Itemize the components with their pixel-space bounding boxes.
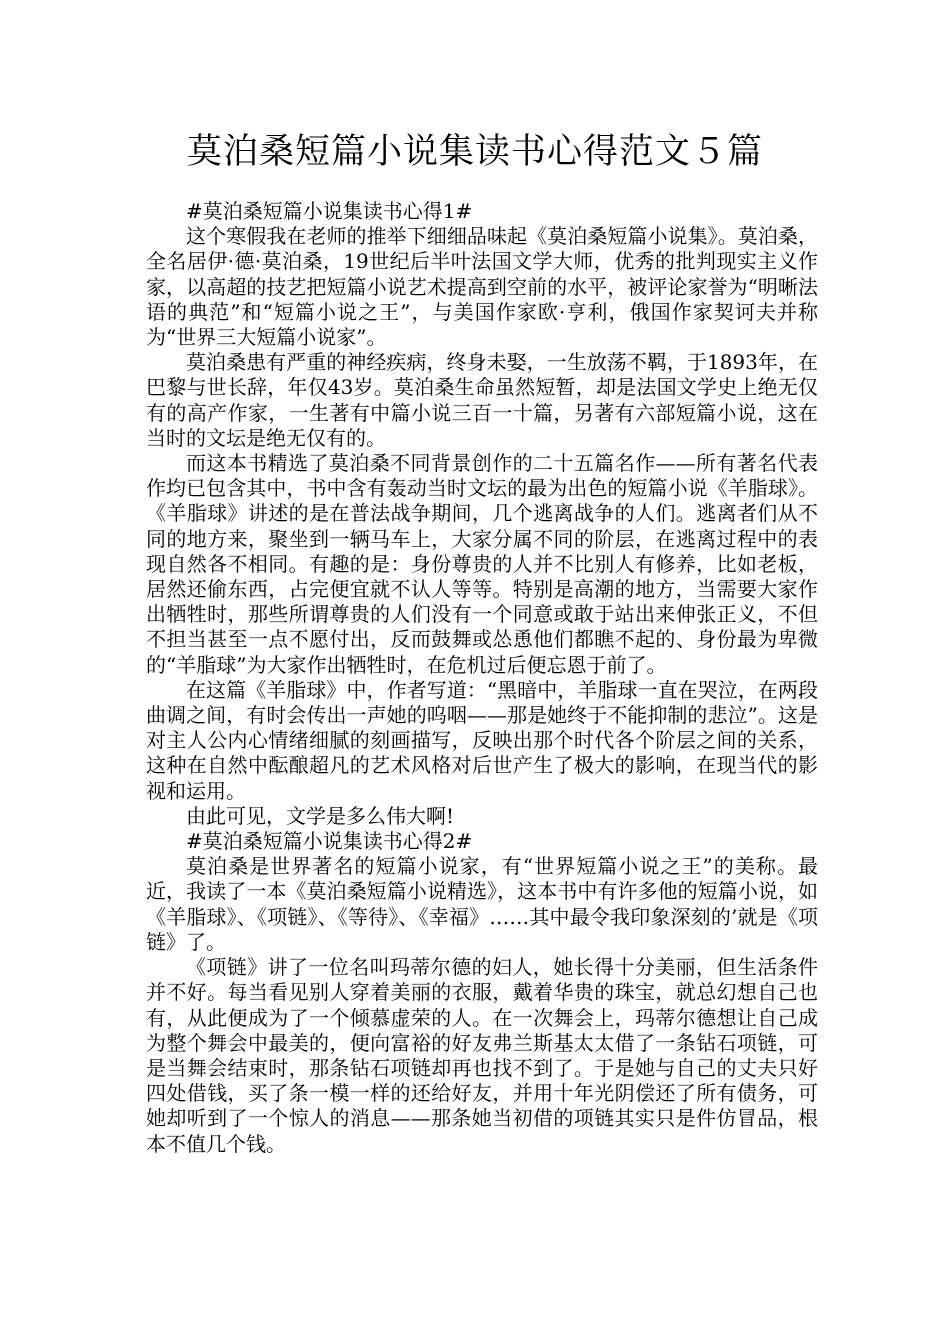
section-heading-1: #莫泊桑短篇小说集读书心得1#	[186, 199, 473, 223]
section-heading-2: #莫泊桑短篇小说集读书心得2#	[186, 829, 473, 854]
paragraph: 由此可见，文学是多么伟大啊!	[186, 803, 455, 828]
paragraph: 莫泊桑患有严重的神经疾病，终身未娶，一生放荡不羁，于1893年，在巴黎与世长辞，年仅43岁。莫泊桑生命虽然短暂，却是法国文学史上绝无仅有的高产作家，一生著有中篇小说三百一十篇，另著有六部短篇小说，这在当时的文坛是绝无仅有的。	[146, 350, 818, 450]
paragraph: 这个寒假我在老师的推举下细细品味起《莫泊桑短篇小说集》。莫泊桑，全名居伊·德·莫泊桑，19世纪后半叶法国文学大师，优秀的批判现实主义作家，以高超的技艺把短篇小说艺术提高到空前的水平，被评论家誉为“明晰法语的典范”和“短篇小说之王”，与美国作家欧·亨利，俄国作家契诃夫并称为“世界三大短篇小说家”。	[146, 224, 818, 350]
paragraph: 《项链》讲了一位名叫玛蒂尔德的妇人，她长得十分美丽，但生活条件并不好。每当看见别人穿着美丽的衣服，戴着华贵的珠宝，就总幻想自己也有，从此便成为了一个倾慕虚荣的人。在一次舞会上，玛蒂尔德想让自己成为整个舞会中最美的，便向富裕的好友弗兰斯基太太借了一条钻石项链，可是当舞会结束时，那条钻石项链却再也找不到了。于是她与自己的丈夫只好四处借钱，买了条一模一样的还给好友，并用十年光阴偿还了所有债务，可她却听到了一个惊人的消息——那条她当初借的项链其实只是件仿冒品，根本不值几个钱。	[146, 955, 818, 1156]
document-body	[146, 199, 818, 1157]
paragraph: 在这篇《羊脂球》中，作者写道：“黑暗中，羊脂球一直在哭泣，在两段曲调之间，有时会传出一声她的呜咽——那是她终于不能抑制的悲泣”。这是对主人公内心情绪细腻的刻画描写，反映出那个时代各个阶层之间的关系，这种在自然中酝酿超凡的艺术风格对后世产生了极大的影响，在现当代的影视和运用。	[146, 677, 818, 803]
paragraph: 而这本书精选了莫泊桑不同背景创作的二十五篇名作——所有著名代表作均已包含其中，书中含有轰动当时文坛的最为出色的短篇小说《羊脂球》。《羊脂球》讲述的是在普法战争期间，几个逃离战争的人们。逃离者们从不同的地方来，聚坐到一辆马车上，大家分属不同的阶层，在逃离过程中的表现自然各不相同。有趣的是：身份尊贵的人并不比别人有修养，比如老板，居然还偷东西，占完便宜就不认人等等。特别是高潮的地方，当需要大家作出牺牲时，那些所谓尊贵的人们没有一个同意或敢于站出来伸张正义，不但不担当甚至一点不愿付出，反而鼓舞或怂恿他们都瞧不起的、身份最为卑微的“羊脂球”为大家作出牺牲时，在危机过后便忘恩于前了。	[146, 451, 818, 677]
document-title: 莫泊桑短篇小说集读书心得范文５篇	[186, 132, 763, 172]
paragraph: 莫泊桑是世界著名的短篇小说家，有“世界短篇小说之王”的美称。最近，我读了一本《莫泊桑短篇小说精选》，这本书中有许多他的短篇小说，如《羊脂球》、《项链》、《等待》、《幸福》……其中最令我印象深刻的’就是《项链》了。	[146, 854, 818, 954]
